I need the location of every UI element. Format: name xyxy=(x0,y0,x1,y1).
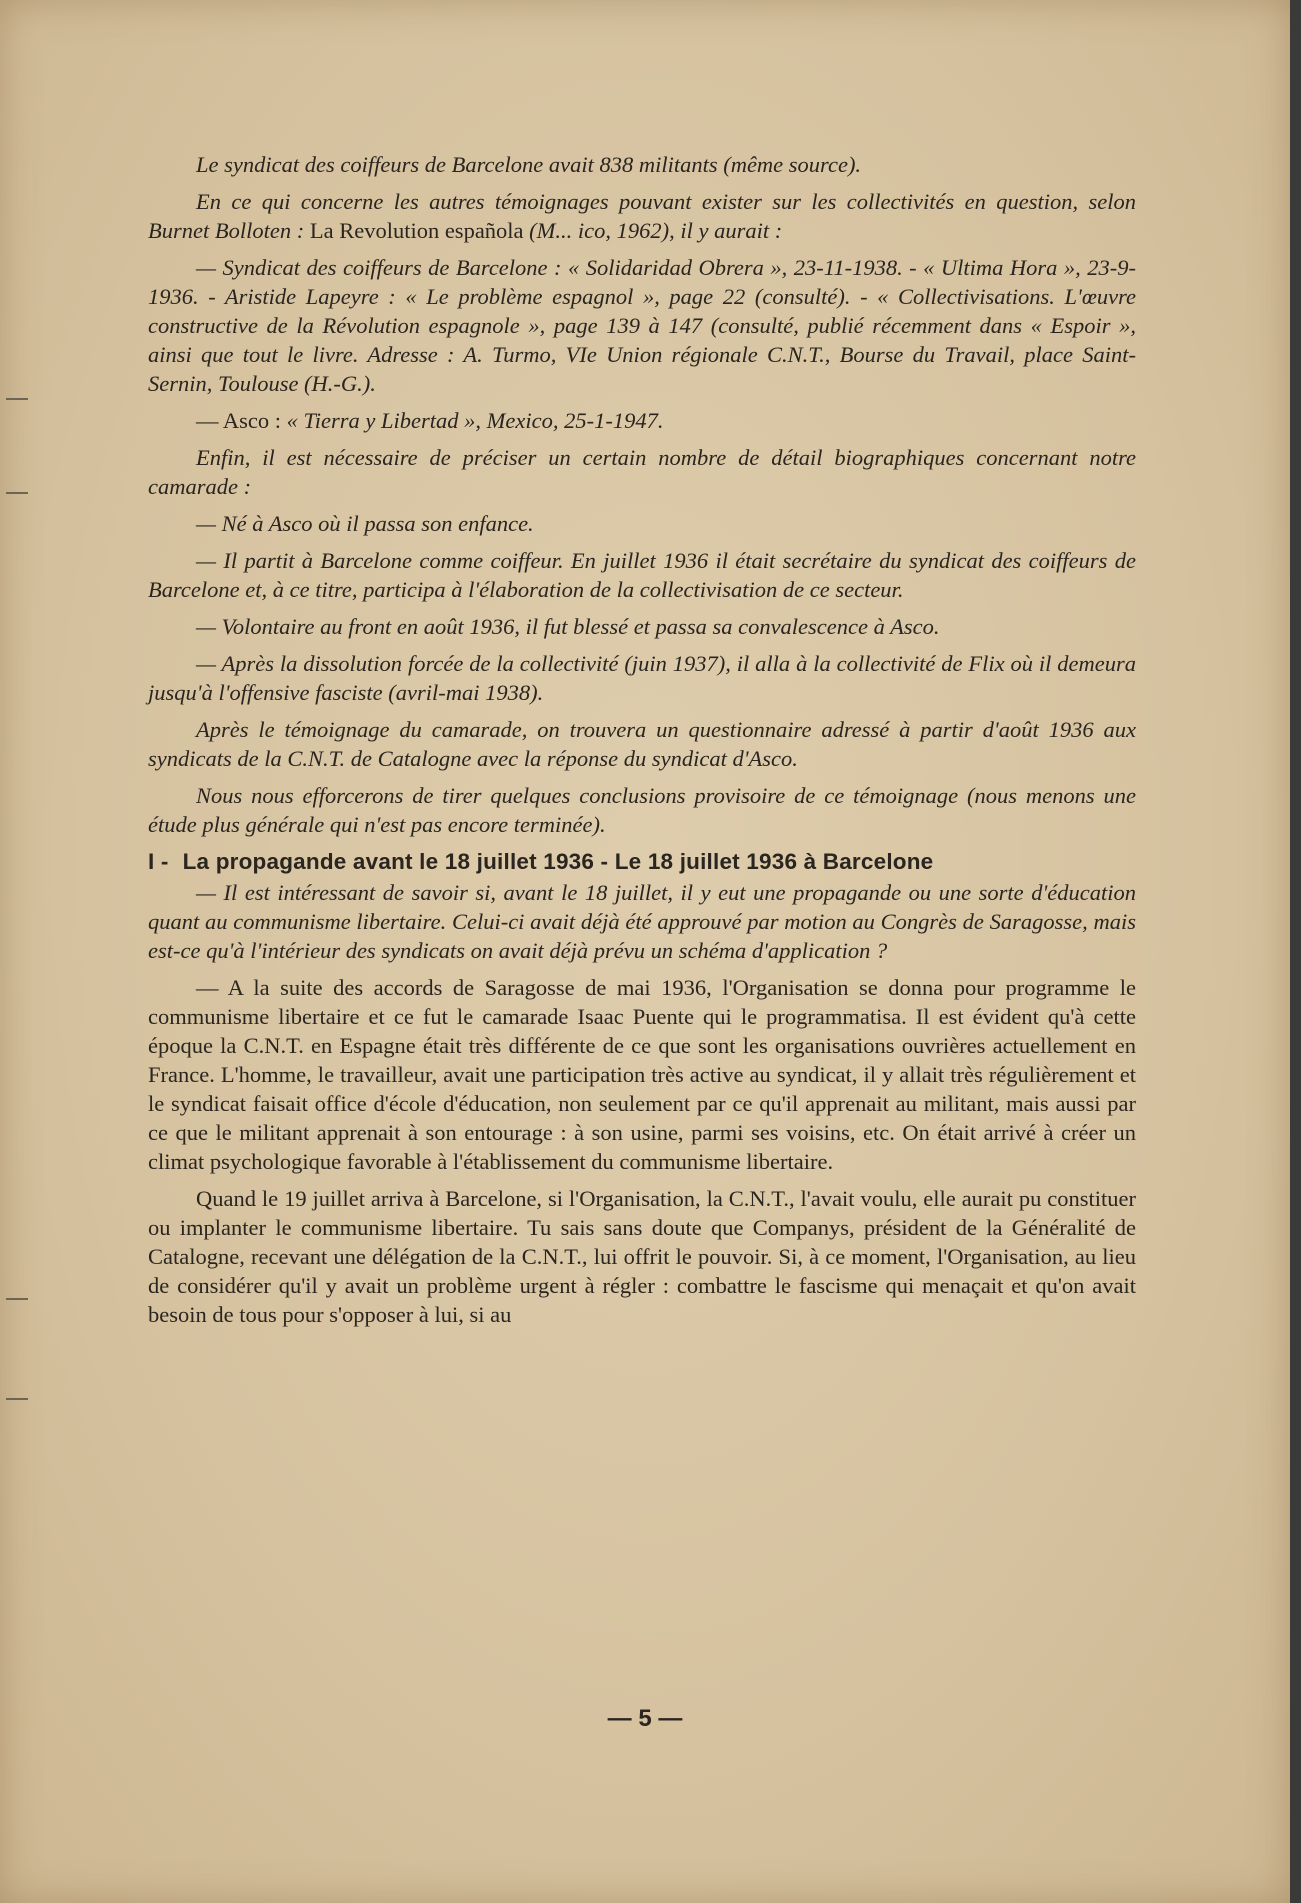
margin-mark xyxy=(6,398,28,400)
page-body xyxy=(148,150,1136,1337)
section-number: I - xyxy=(148,849,169,874)
reference-asco-label: — Asco : xyxy=(196,408,282,433)
section-heading xyxy=(148,847,1136,876)
reference-coiffeurs: — Syndicat des coiffeurs de Barcelone : « Solidaridad Obrera », 23-11-1938. - « Ultima Hora », 23-9-1936. - Aristide Lapeyre : « Le problème espagnol », page 22 (consulté). - « Collectivisations. L'œuvre constructive de la Révolution espagnole », page 139 à 147 (consulté, publié récemment dans « Espoir », ainsi que tout le livre. Adresse : A. Turmo, VIe Union régionale C.N.T., Bourse du Travail, place Saint-Sernin, Toulouse (H.-G.). xyxy=(148,255,1136,396)
bio-item: — Il partit à Barcelone comme coiffeur. En juillet 1936 il était secrétaire du syndicat des coiffeurs de Barcelone et, à ce titre, participa à l'élaboration de la collectivisation de ce secteur. xyxy=(148,548,1136,602)
bio-item: — Né à Asco où il passa son enfance. xyxy=(196,511,534,536)
page-number: — 5 — xyxy=(607,1705,683,1732)
margin-mark xyxy=(6,492,28,494)
reference-asco-source: « Tierra y Libertad », Mexico, 25-1-1947. xyxy=(286,408,664,433)
margin-mark xyxy=(6,1398,28,1400)
sources-text: En ce qui concerne les autres témoignages pouvant exister sur les collectivités en question, selon Burnet Bolloten : xyxy=(148,189,1136,243)
book-title: La Revolution española xyxy=(309,218,524,243)
margin-mark xyxy=(6,1298,28,1300)
sources-paragraph xyxy=(148,187,1136,245)
intro-paragraph: Le syndicat des coiffeurs de Barcelone avait 838 militants (même source). xyxy=(196,152,862,177)
reference-asco xyxy=(148,406,1136,435)
after-paragraph: Après le témoignage du camarade, on trouvera un questionnaire adressé à partir d'août 1936 aux syndicats de la C.N.T. de Catalogne avec la réponse du syndicat d'Asco. xyxy=(148,717,1136,771)
interview-answer: Quand le 19 juillet arriva à Barcelone, si l'Organisation, la C.N.T., l'avait voulu, elle aurait pu constituer ou implanter le communisme libertaire. Tu sais sans doute que Companys, président de la Généralité de Catalogne, recevant une délégation de la C.N.T., lui offrit le pouvoir. Si, à ce moment, l'Organisation, au lieu de considérer qu'il y avait un problème urgent à régler : combattre le fascisme qui menaçait et qu'on avait besoin de tous pour s'opposer à lui, si au xyxy=(148,1186,1136,1327)
sources-text-end: (M... ico, 1962), il y aurait : xyxy=(529,218,783,243)
bio-item: — Après la dissolution forcée de la collectivité (juin 1937), il alla à la collectivité de Flix où il demeura jusqu'à l'offensive fasciste (avril-mai 1938). xyxy=(148,651,1136,705)
after-paragraph: Nous nous efforcerons de tirer quelques conclusions provisoire de ce témoignage (nous menons une étude plus générale qui n'est pas encore terminée). xyxy=(148,783,1136,837)
bio-intro: Enfin, il est nécessaire de préciser un certain nombre de détail biographiques concernant notre camarade : xyxy=(148,445,1136,499)
interview-answer: — A la suite des accords de Saragosse de mai 1936, l'Organisation se donna pour programme le communisme libertaire et ce fut le camarade Isaac Puente qui le programmatisa. Il est évident qu'à cette époque la C.N.T. en Espagne était très différente de ce que sont les organisations ouvrières actuellement en France. L'homme, le travailleur, avait une participation très active au syndicat, il y allait très régulièrement et le syndicat faisait office d'école d'éducation, non seulement par ce qu'il apprenait au militant, mais aussi par ce que le militant apprenait à son entourage : à son usine, parmi ses voisins, etc. On était arrivé à créer un climat psychologique favorable à l'établissement du communisme libertaire. xyxy=(148,975,1136,1174)
section-title: La propagande avant le 18 juillet 1936 - Le 18 juillet 1936 à Barcelone xyxy=(182,849,934,874)
interview-question: — Il est intéressant de savoir si, avant le 18 juillet, il y eut une propagande ou une sorte d'éducation quant au communisme libertaire. Celui-ci avait déjà été approuvé par motion au Congrès de Saragosse, mais est-ce qu'à l'intérieur des syndicats on avait déjà prévu un schéma d'application ? xyxy=(148,880,1136,963)
bio-item: — Volontaire au front en août 1936, il fut blessé et passa sa convalescence à Asco. xyxy=(196,614,940,639)
